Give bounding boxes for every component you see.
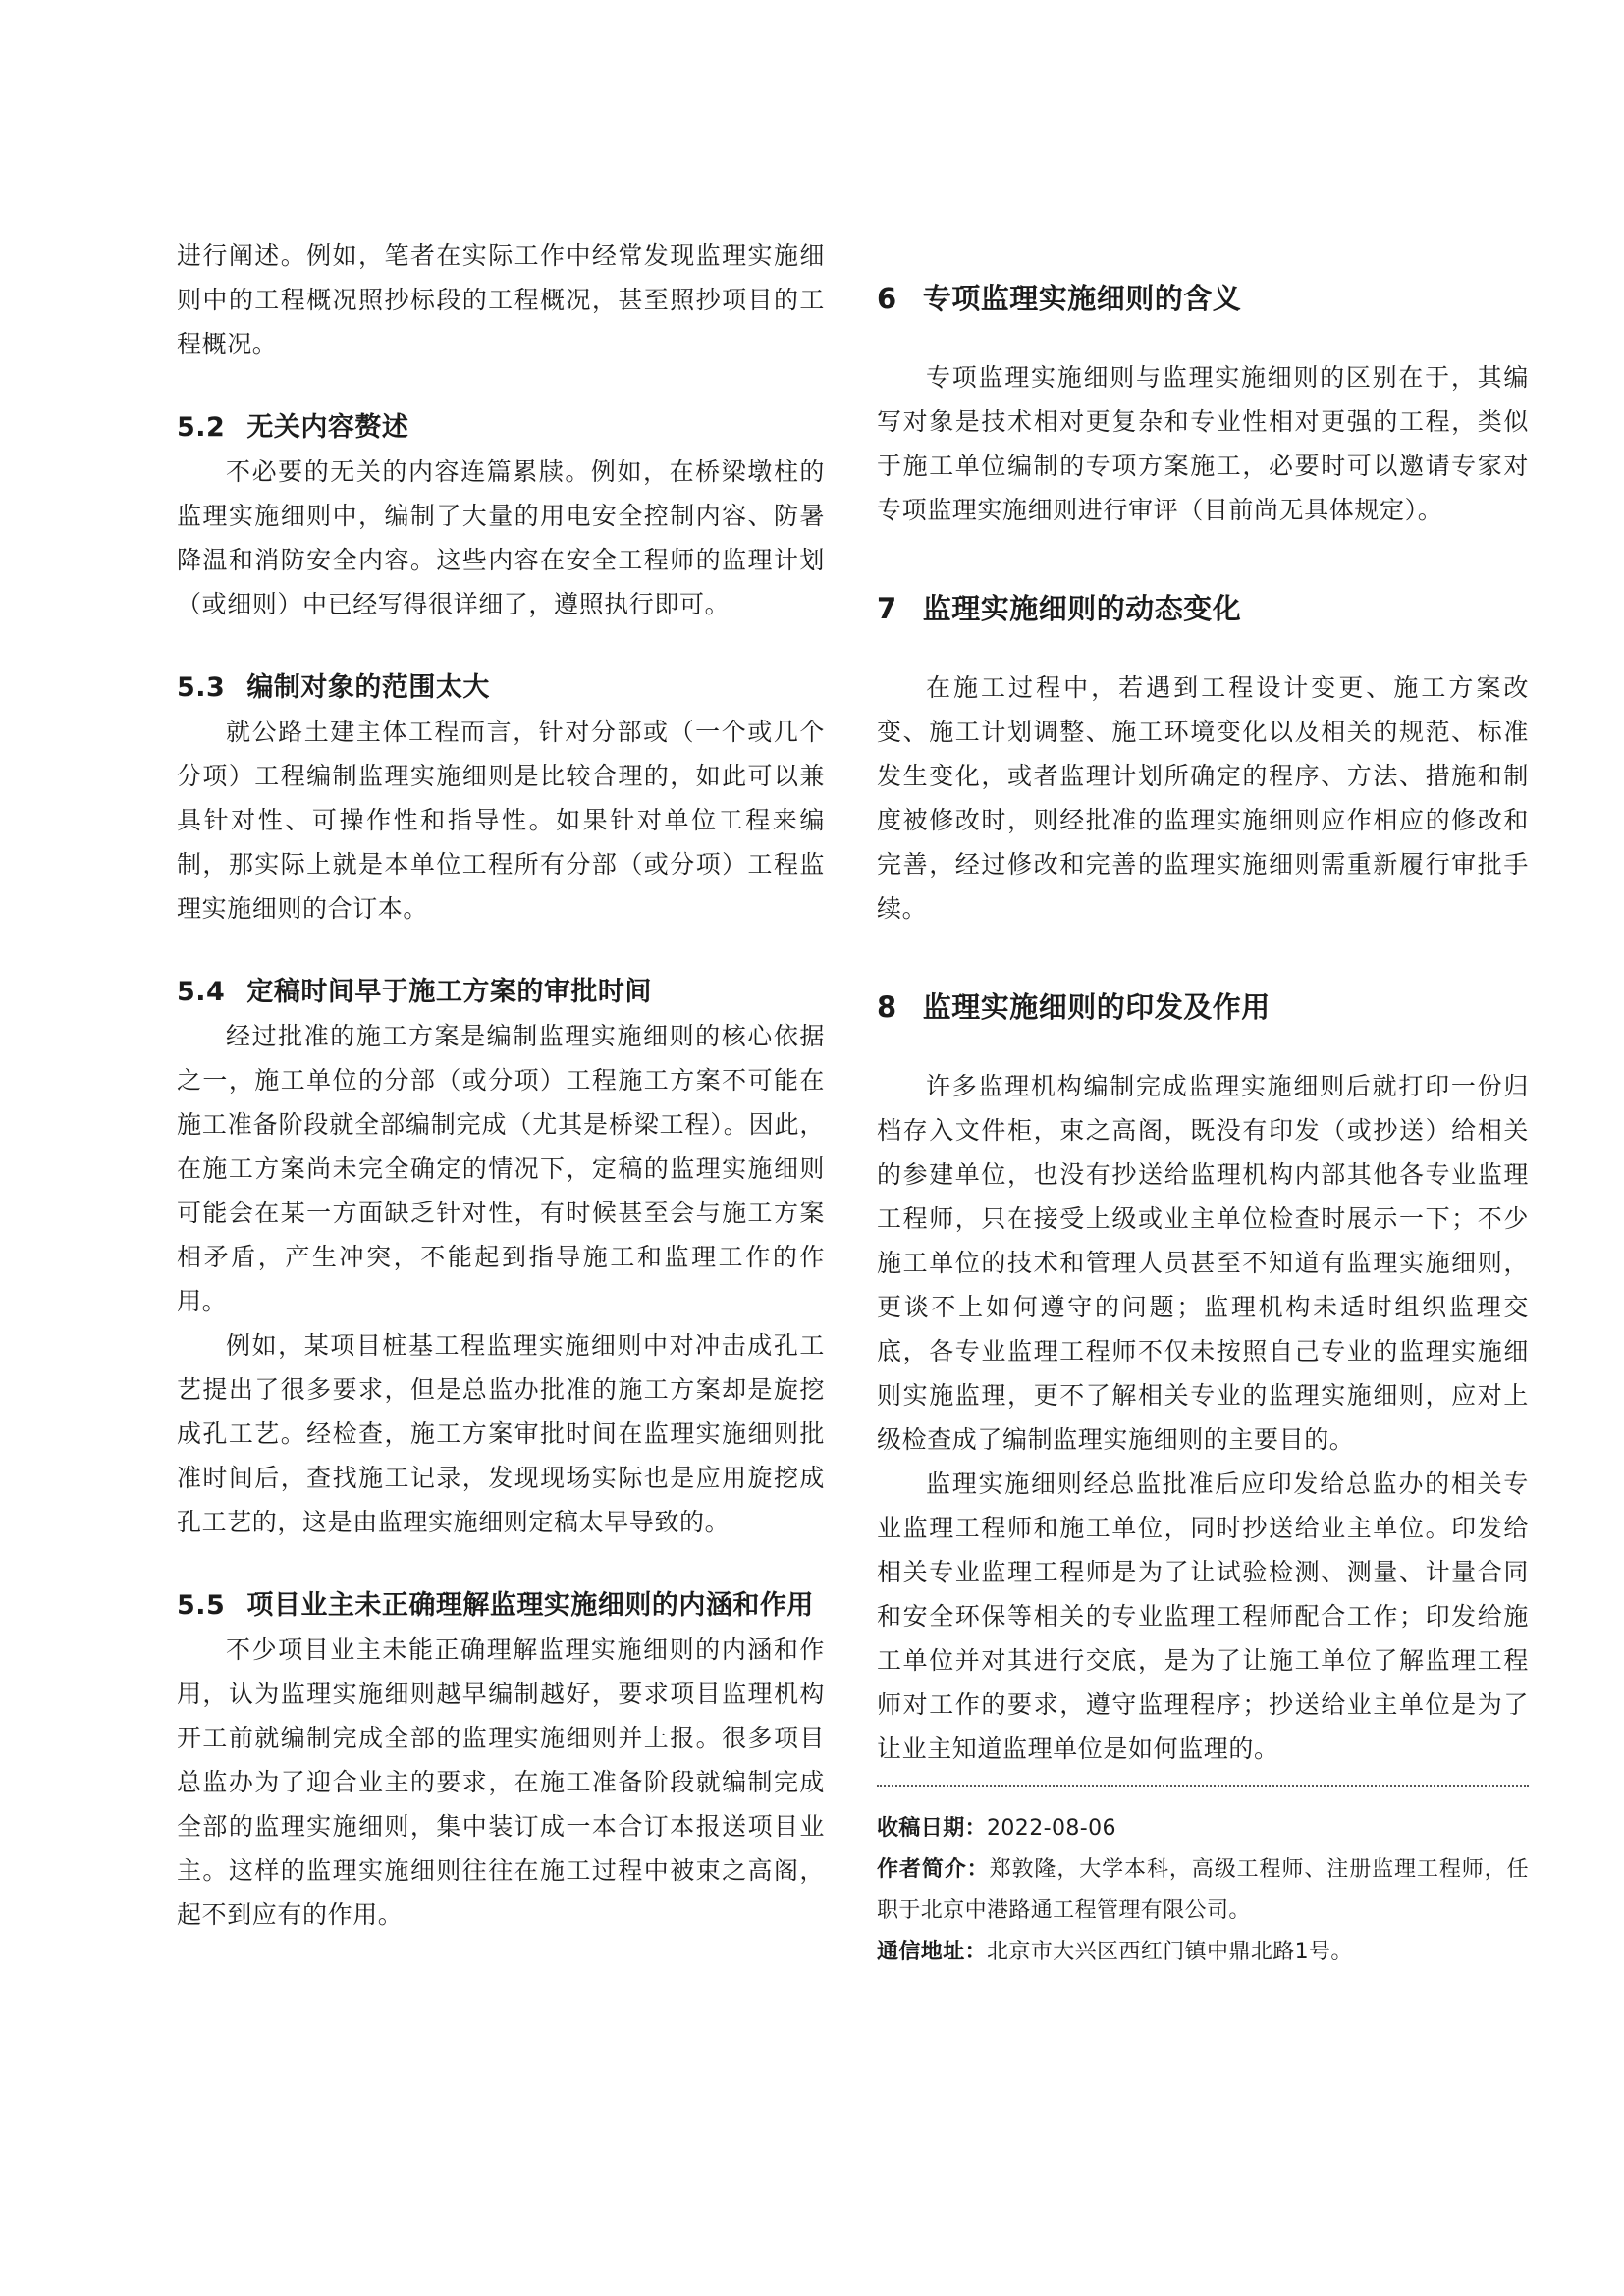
- section-title: 项目业主未正确理解监理实施细则的内涵和作用: [246, 1590, 814, 1621]
- address-info: [877, 1932, 1529, 1973]
- author-info: [877, 1849, 1529, 1932]
- section-6: [877, 275, 1529, 532]
- section-number: 7: [877, 592, 897, 625]
- section-title: 专项监理实施细则的含义: [922, 282, 1242, 315]
- section-5-3-heading: [177, 666, 825, 710]
- section-title: 编制对象的范围太大: [246, 672, 490, 703]
- section-5-5-paragraph: 不少项目业主未能正确理解监理实施细则的内涵和作用，认为监理实施细则越早编制越好，要求项目监理机构开工前就编制完成全部的监理实施细则并上报。很多项目总监办为了迎合业主的要求，在施工准备阶段就编制完成全部的监理实施细则，集中装订成一本合订本报送项目业主。这样的监理实施细则往往在施工过程中被束之高阁，起不到应有的作用。: [177, 1635, 825, 1929]
- section-6-heading: [877, 275, 1529, 322]
- section-8-paragraph-1: 许多监理机构编制完成监理实施细则后就打印一份归档存入文件柜，束之高阁，既没有印发（或抄送）给相关的参建单位，也没有抄送给监理机构内部其他各专业监理工程师，只在接受上级或业主单位检查时展示一下；不少施工单位的技术和管理人员甚至不知道有监理实施细则，更谈不上如何遵守的问题；监理机构未适时组织监理交底，各专业监理工程师不仅未按照自己专业的监理实施细则实施监理，更不了解相关专业的监理实施细则，应对上级检查成了编制监理实施细则的主要目的。: [877, 1072, 1529, 1454]
- section-title: 定稿时间早于施工方案的审批时间: [246, 977, 652, 1007]
- author-value: 郑敦隆，大学本科，高级工程师、注册监理工程师，任职于北京中港路通工程管理有限公司。: [877, 1857, 1529, 1923]
- section-number: 8: [877, 990, 897, 1024]
- received-label: 收稿日期：: [877, 1816, 988, 1841]
- section-title: 监理实施细则的印发及作用: [922, 990, 1271, 1024]
- section-5-4-paragraph-1: 经过批准的施工方案是编制监理实施细则的核心依据之一，施工单位的分部（或分项）工程施工方案不可能在施工准备阶段就全部编制完成（尤其是桥梁工程）。因此，在施工方案尚未完全确定的情况下，定稿的监理实施细则可能会在某一方面缺乏针对性，有时候甚至会与施工方案相矛盾，产生冲突，不能起到指导施工和监理工作的作用。: [177, 1022, 825, 1315]
- section-number: 5.3: [177, 672, 226, 703]
- section-8-paragraph-2: 监理实施细则经总监批准后应印发给总监办的相关专业监理工程师和施工单位，同时抄送给业主单位。印发给相关专业监理工程师是为了让试验检测、测量、计量合同和安全环保等相关的专业监理工程师配合工作；印发给施工单位并对其进行交底，是为了让施工单位了解监理工程师对工作的要求，遵守监理程序；抄送给业主单位是为了让业主知道监理单位是如何监理的。: [877, 1469, 1529, 1763]
- section-number: 5.2: [177, 412, 226, 443]
- section-8: [877, 984, 1529, 1771]
- section-7-heading: [877, 585, 1529, 632]
- received-value: 2022-08-06: [987, 1816, 1116, 1841]
- section-7-paragraph: 在施工过程中，若遇到工程设计变更、施工方案改变、施工计划调整、施工环境变化以及相关的规范、标准发生变化，或者监理计划所确定的程序、方法、措施和制度被修改时，则经批准的监理实施细则应作相应的修改和完善，经过修改和完善的监理实施细则需重新履行审批手续。: [877, 673, 1529, 923]
- section-5-4-paragraph-2: 例如，某项目桩基工程监理实施细则中对冲击成孔工艺提出了很多要求，但是总监办批准的施工方案却是旋挖成孔工艺。经检查，施工方案审批时间在监理实施细则批准时间后，查找施工记录，发现现场实际也是应用旋挖成孔工艺的，这是由监理实施细则定稿太早导致的。: [177, 1331, 825, 1536]
- section-6-paragraph: 专项监理实施细则与监理实施细则的区别在于，其编写对象是技术相对更复杂和专业性相对更强的工程，类似于施工单位编制的专项方案施工，必要时可以邀请专家对专项监理实施细则进行审评（目前尚无具体规定）。: [877, 363, 1529, 524]
- right-column: [877, 275, 1529, 1973]
- section-title: 监理实施细则的动态变化: [922, 592, 1242, 625]
- section-5-4-heading: [177, 970, 825, 1014]
- section-number: 5.5: [177, 1590, 226, 1621]
- section-5-5-heading: [177, 1583, 825, 1628]
- section-5-3-paragraph: 就公路土建主体工程而言，针对分部或（一个或几个分项）工程编制监理实施细则是比较合理的，如此可以兼具针对性、可操作性和指导性。如果针对单位工程来编制，那实际上就是本单位工程所有分部（或分项）工程监理实施细则的合订本。: [177, 718, 825, 923]
- section-number: 5.4: [177, 977, 226, 1007]
- section-8-heading: [877, 984, 1529, 1031]
- section-7: [877, 585, 1529, 931]
- intro-paragraph: 进行阐述。例如，笔者在实际工作中经常发现监理实施细则中的工程概况照抄标段的工程概况，甚至照抄项目的工程概况。: [177, 241, 825, 358]
- address-value: 北京市大兴区西红门镇中鼎北路1号。: [987, 1940, 1353, 1964]
- section-5-2-paragraph: 不必要的无关的内容连篇累牍。例如，在桥梁墩柱的监理实施细则中，编制了大量的用电安全控制内容、防暑降温和消防安全内容。这些内容在安全工程师的监理计划（或细则）中已经写得很详细了，遵照执行即可。: [177, 457, 825, 618]
- section-title: 无关内容赘述: [246, 412, 409, 443]
- section-5-2-heading: [177, 405, 825, 450]
- address-label: 通信地址：: [877, 1940, 988, 1964]
- received-date: [877, 1808, 1529, 1849]
- left-column: [177, 234, 825, 1937]
- footnote-divider: [877, 1785, 1529, 1787]
- author-label: 作者简介：: [877, 1857, 990, 1882]
- section-number: 6: [877, 282, 897, 315]
